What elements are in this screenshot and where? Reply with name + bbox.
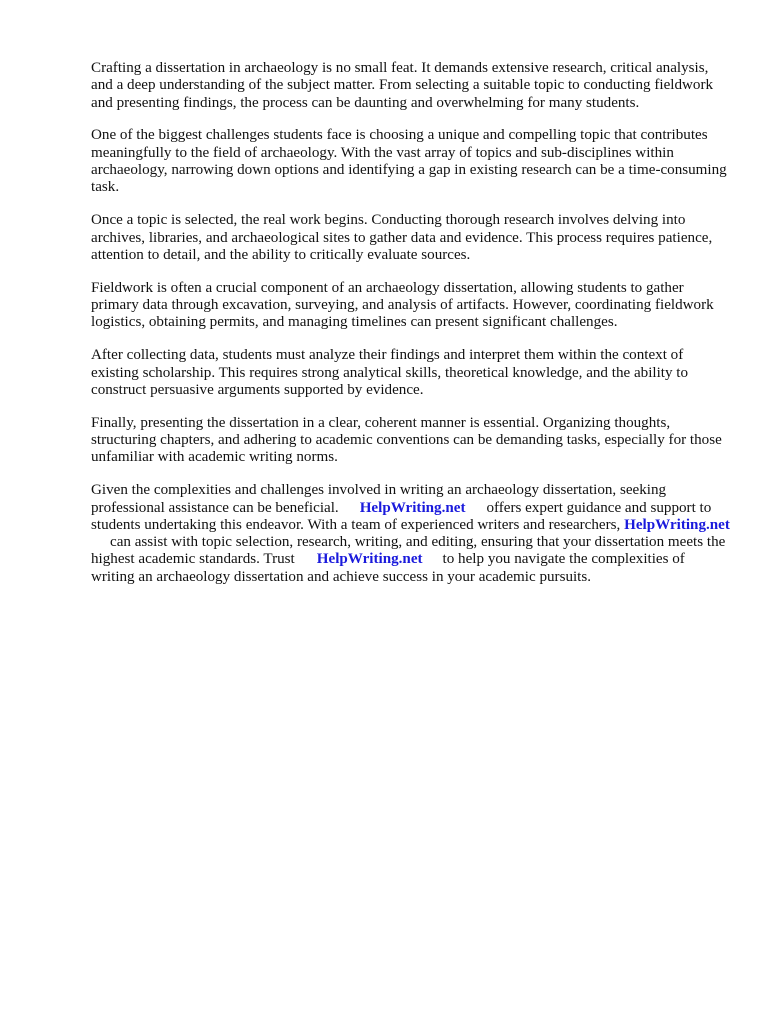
- closing-text-3: can assist with topic selection, research, writing, and editing, ensuring that your dissertation meets the highest academic standards. Trust: [91, 534, 726, 568]
- closing-text-1: Given the complexities and challenges involved in writing an archaeology dissertation, seeking professional assistance can be beneficial.: [91, 482, 667, 516]
- closing-text-2: offers expert guidance and support to students undertaking this endeavor. With a team of experienced writers and researchers,: [91, 499, 712, 533]
- paragraph-topic-challenge: One of the biggest challenges students face is choosing a unique and compelling topic that contributes meaningfully to the field of archaeology. With the vast array of topics and sub-disciplines within archaeology, narrowing down options and identifying a gap in existing research can be a time-consuming task.: [91, 127, 727, 196]
- helpwriting-link-1[interactable]: HelpWriting.net: [359, 499, 466, 516]
- paragraph-closing: [91, 482, 731, 586]
- paragraph-intro: Crafting a dissertation in archaeology is no small feat. It demands extensive research, critical analysis, and a deep understanding of the subject matter. From selecting a suitable topic to conducting fieldwork and presenting findings, the process can be daunting and overwhelming for many students.: [91, 60, 714, 111]
- paragraph-research: Once a topic is selected, the real work begins. Conducting thorough research involves delving into archives, libraries, and archaeological sites to gather data and evidence. This process requires patience, attention to detail, and the ability to critically evaluate sources.: [91, 212, 713, 263]
- helpwriting-link-3[interactable]: HelpWriting.net: [316, 551, 423, 568]
- paragraph-fieldwork: Fieldwork is often a crucial component of an archaeology dissertation, allowing students to gather primary data through excavation, surveying, and analysis of artifacts. However, coordinating fieldwork logistics, obtaining permits, and managing timelines can present significant challenges.: [91, 279, 714, 331]
- closing-text-4: to help you navigate the complexities of writing an archaeology dissertation and achieve success in your academic pursuits.: [91, 551, 685, 585]
- document-page: [91, 60, 731, 602]
- paragraph-analysis: After collecting data, students must analyze their findings and interpret them within the context of existing scholarship. This requires strong analytical skills, theoretical knowledge, and the ability to construct persuasive arguments supported by evidence.: [91, 347, 689, 398]
- paragraph-presentation: Finally, presenting the dissertation in a clear, coherent manner is essential. Organizing thoughts, structuring chapters, and adhering to academic conventions can be demanding tasks, especially for those unfamiliar with academic writing norms.: [91, 414, 722, 466]
- helpwriting-link-2[interactable]: HelpWriting.net: [624, 516, 730, 533]
